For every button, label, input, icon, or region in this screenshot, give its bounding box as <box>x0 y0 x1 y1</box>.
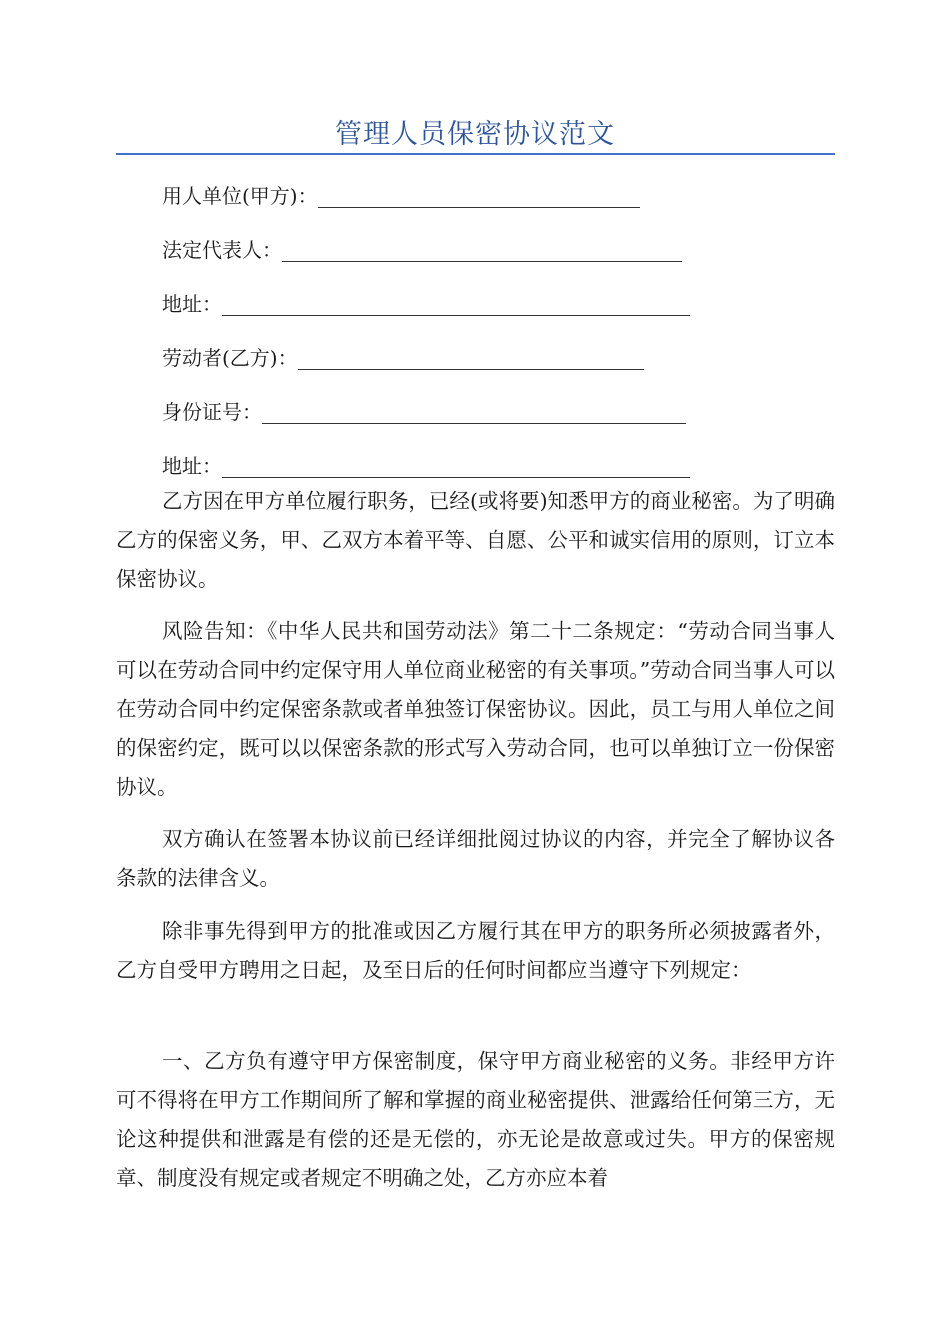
blank-line[interactable] <box>262 423 686 424</box>
blank-line[interactable] <box>282 261 682 262</box>
paragraph-obligations: 除非事先得到甲方的批准或因乙方履行其在甲方的职务所必须披露者外，乙方自受甲方聘用之日起，及至日后的任何时间都应当遵守下列规定： <box>116 919 835 982</box>
field-label: 地址： <box>162 292 222 316</box>
field-label: 身份证号： <box>162 400 262 424</box>
field-label: 法定代表人： <box>162 238 282 262</box>
document-title: 管理人员保密协议范文 <box>335 119 615 150</box>
field-label: 地址： <box>162 454 222 478</box>
paragraph-intro: 乙方因在甲方单位履行职务，已经(或将要)知悉甲方的商业秘密。为了明确乙方的保密义务，甲、乙双方本着平等、自愿、公平和诚实信用的原则，订立本保密协议。 <box>116 489 835 591</box>
blank-line[interactable] <box>298 369 644 370</box>
field-employer <box>162 180 640 210</box>
field-employee-address <box>162 450 690 480</box>
field-employer-address <box>162 288 690 318</box>
field-legal-representative <box>162 234 682 264</box>
field-label: 劳动者(乙方)： <box>162 346 298 370</box>
paragraph-clause-1: 一、乙方负有遵守甲方保密制度，保守甲方商业秘密的义务。非经甲方许可不得将在甲方工作期间所了解和掌握的商业秘密提供、泄露给任何第三方，无论这种提供和泄露是有偿的还是无偿的，亦无论是故意或过失。甲方的保密规章、制度没有规定或者规定不明确之处，乙方亦应本着 <box>116 1049 835 1190</box>
paragraph-risk-notice: 风险告知：《中华人民共和国劳动法》第二十二条规定：“劳动合同当事人可以在劳动合同中约定保守用人单位商业秘密的有关事项。”劳动合同当事人可以在劳动合同中约定保密条款或者单独签订保密协议。因此，员工与用人单位之间的保密约定，既可以以保密条款的形式写入劳动合同，也可以单独订立一份保密协议。 <box>116 619 835 799</box>
blank-line[interactable] <box>318 207 640 208</box>
blank-line[interactable] <box>222 315 690 316</box>
title-underline <box>116 153 835 155</box>
field-label: 用人单位(甲方)： <box>162 184 318 208</box>
field-id-number <box>162 396 686 426</box>
blank-line[interactable] <box>222 477 690 478</box>
field-employee <box>162 342 644 372</box>
paragraph-confirmation: 双方确认在签署本协议前已经详细批阅过协议的内容，并完全了解协议各条款的法律含义。 <box>116 827 835 890</box>
